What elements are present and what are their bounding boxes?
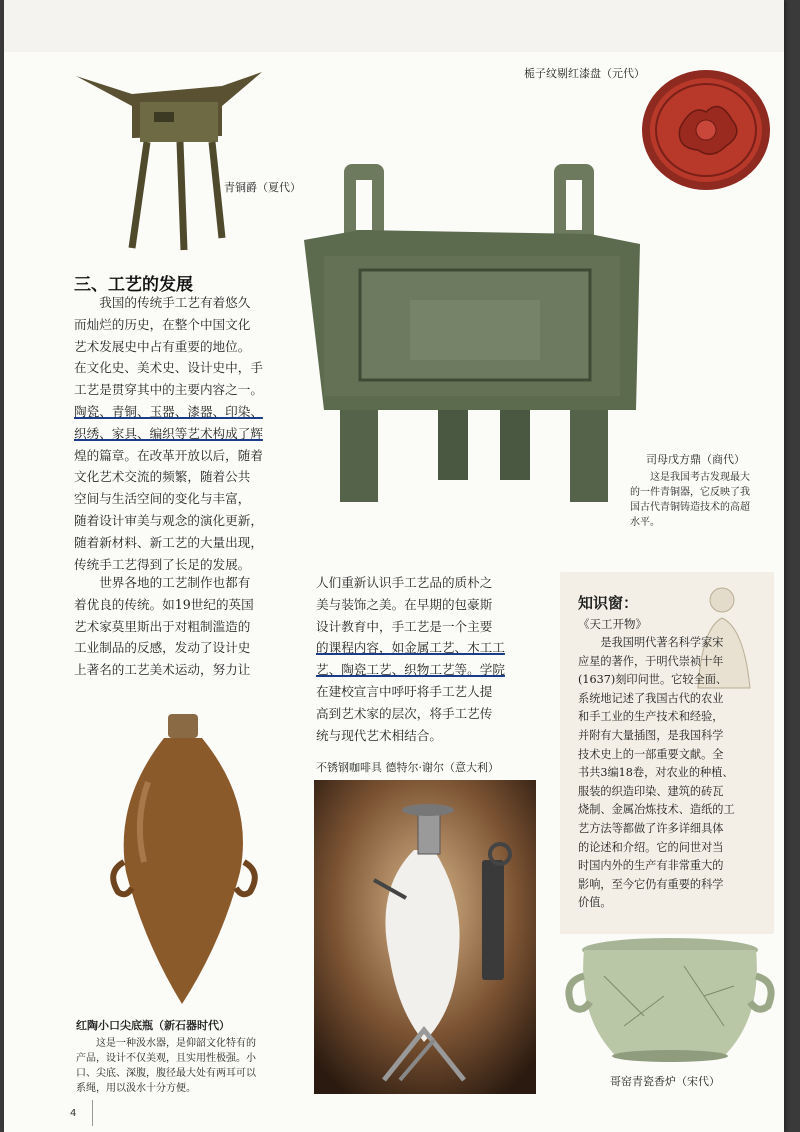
coffee-set-image — [314, 780, 536, 1094]
pottery-caption-title: 红陶小口尖底瓶（新石器时代） — [76, 1019, 230, 1032]
textbook-page — [4, 0, 784, 1132]
page-number: 4 — [70, 1108, 77, 1119]
page-number-divider — [92, 1100, 93, 1126]
pottery-bottle-image — [104, 712, 264, 1008]
knowledge-box — [560, 572, 774, 934]
bronze-jue-image — [72, 66, 272, 256]
section-heading: 三、工艺的发展 — [74, 275, 193, 295]
censer-caption: 哥窑青瓷香炉（宋代） — [610, 1075, 720, 1088]
pottery-caption-note: 这是一种汲水器，是仰韶文化特有的 产品，设计不仅美观，且实用性极强。小 口、尖底、深腹，腹径最大处有两耳可以 系绳，用以汲水十分方便。 — [76, 1038, 256, 1094]
ding-caption-note: 这是我国考古发现最大 的一件青铜器，它反映了我 国古代青铜铸造技术的高超 水平。 — [630, 472, 750, 528]
celadon-censer-image — [564, 936, 776, 1068]
knowledge-body: 是我国明代著名科学家宋 应星的著作，于明代崇祯十年 (1637)刻印问世。它较全面、 系统地记述了我国古代的农业 和手工业的生产技术和经验， 并附有大量插图，是我国科学 技术史上的一部重要文献。全 书共3编18卷，对农业的种植、 服装的织造印染、建筑的砖瓦 烧制、金属冶炼技术、造纸的工 艺方法等都做了许多详细具体 的论述和介绍。它的问世对当 时国内外的生产有非常重大的 影响，至今它仍有重要的科学 价值。 — [578, 636, 735, 910]
coffee-caption: 不锈钢咖啡具 德特尔·谢尔（意大利） — [316, 761, 499, 774]
page-top-band — [4, 0, 784, 52]
lacquer-plate-image — [640, 68, 772, 192]
paragraph-2: 世界各地的工艺制作也都有 着优良的传统。如19世纪的英国 艺术家莫里斯出于对粗制滥造的 工业制品的反感，发动了设计史 上著名的工艺美术运动，努力让 — [74, 575, 254, 678]
paragraph-1: 我国的传统手工艺有着悠久 而灿烂的历史，在整个中国文化 艺术发展史中占有重要的地位。 在文化史、美术史、设计史中，手 工艺是贯穿其中的主要内容之一。 陶瓷、青铜、玉器、漆器、印染、 织绣、家具、编织等艺术构成了辉 煌的篇章。在改革开放以后，随着 文化艺术交流的频繁，随着公共 空间与生活空间的变化与丰富， 随着设计审美与观念的演化更新， 随着新材料、新工艺的大量出现， 传统手工艺得到了长足的发展。 — [74, 295, 263, 572]
ding-caption-title: 司母戊方鼎（商代） — [646, 453, 745, 466]
ding-cauldron-image — [300, 160, 644, 506]
knowledge-title: 知识窗： — [578, 594, 639, 612]
knowledge-book-title: 《天工开物》 — [578, 617, 647, 631]
jue-caption: 青铜爵（夏代） — [224, 181, 301, 194]
paragraph-3: 人们重新认识手工艺品的质朴之 美与装饰之美。在早期的包豪斯 设计教育中，手工艺是一个主要 的课程内容，如金属工艺、木工工 艺、陶瓷工艺、织物工艺等。学院 在建校宣言中呼吁将手工艺人提 高到艺术家的层次，将手工艺传 统与现代艺术相结合。 — [316, 575, 505, 743]
lacquer-caption: 栀子纹剔红漆盘（元代） — [524, 67, 645, 80]
